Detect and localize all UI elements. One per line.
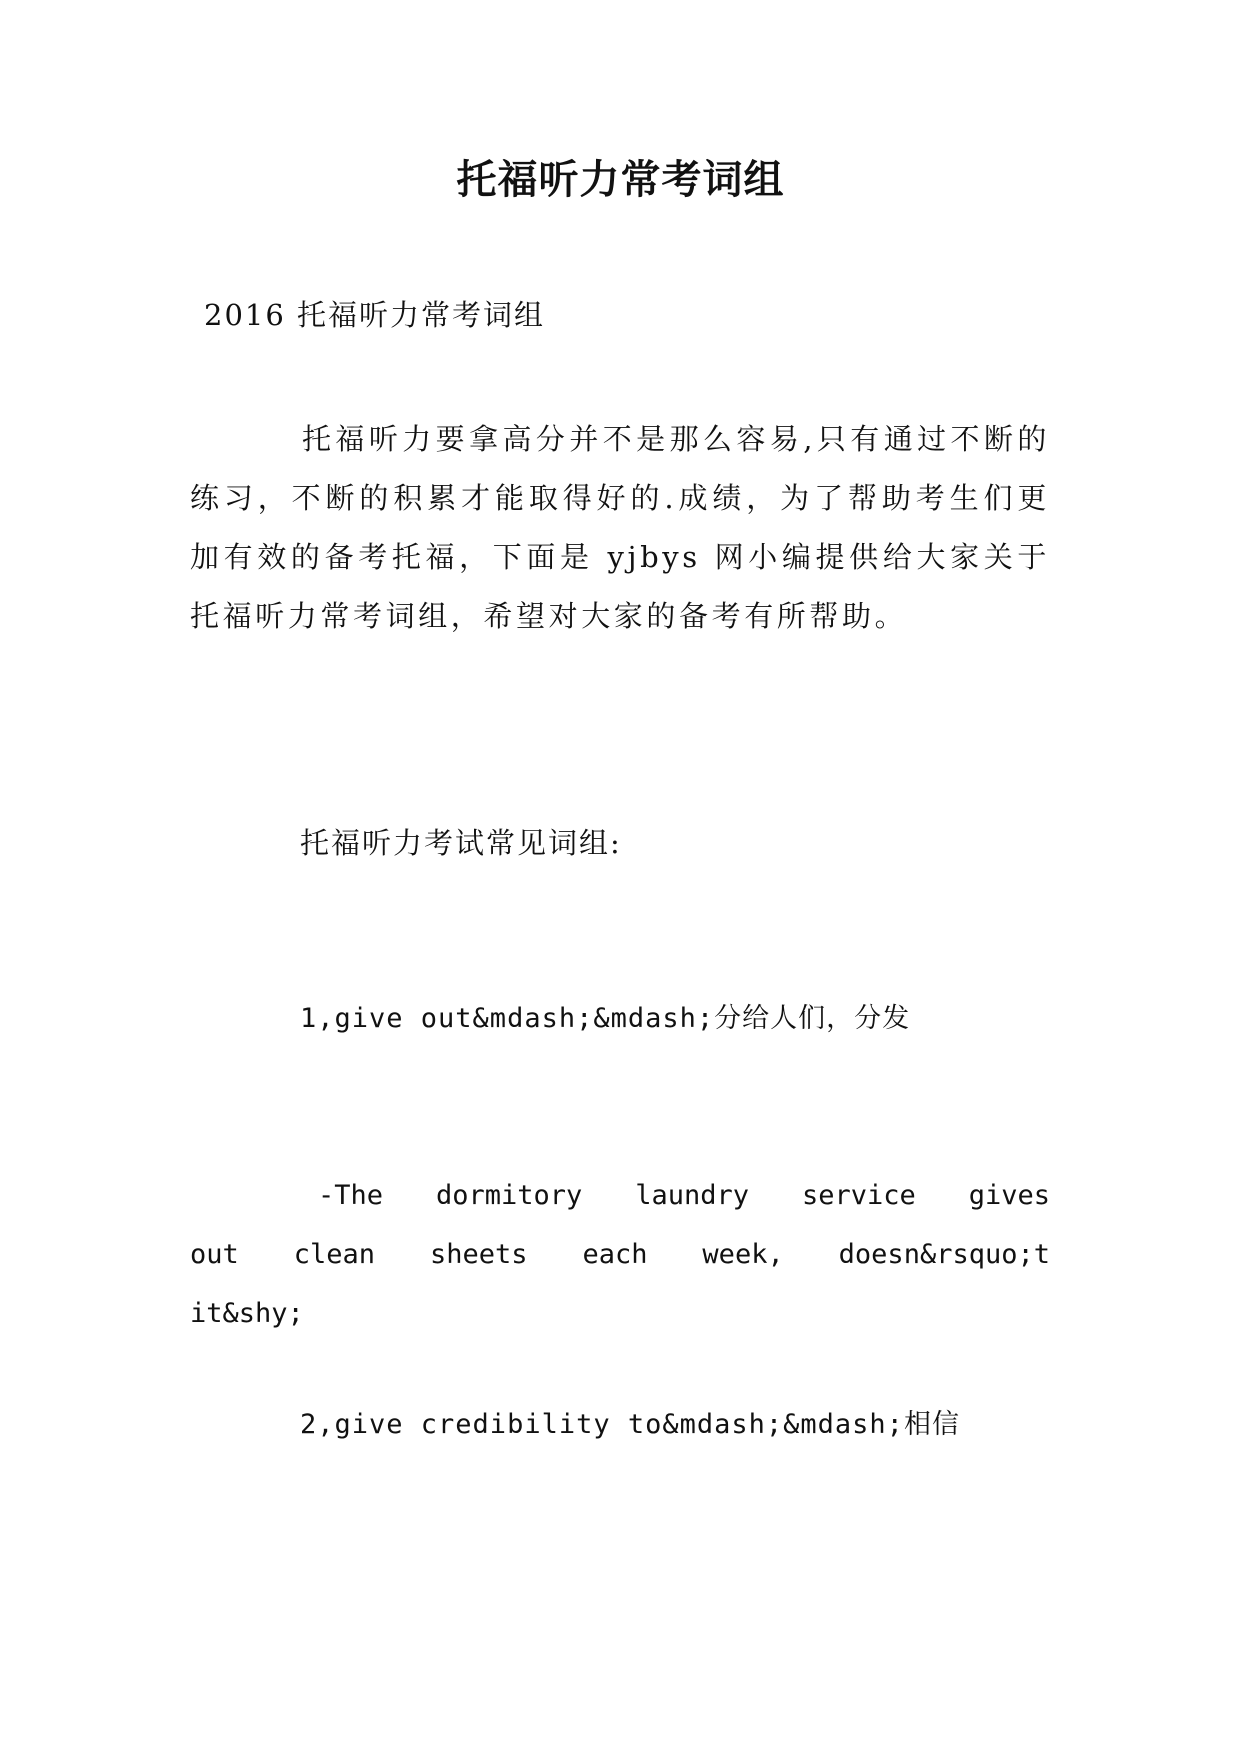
phrase-item-1: 1,give out&mdash;&mdash;分给人们，分发 [300, 1003, 911, 1034]
page-title: 托福听力常考词组 [456, 156, 785, 203]
intro-paragraph: 托福听力要拿高分并不是那么容易,只有通过不断的练习，不断的积累才能取得好的.成绩，为了帮助考生们更加有效的备考托福，下面是 yjbys 网小编提供给大家关于托福听力常考词组，希望对大家的备考有所帮助。 [190, 422, 1050, 633]
phrase-item-2: 2,give credibility to&mdash;&mdash;相信 [300, 1409, 960, 1440]
example-sentence-1: -The dormitory laundry service gives out clean sheets each week, doesn&rsquo;t it&shy; [190, 1180, 1050, 1329]
document-subtitle: 2016 托福听力常考词组 [204, 298, 546, 332]
section-heading: 托福听力考试常见词组: [300, 826, 622, 860]
